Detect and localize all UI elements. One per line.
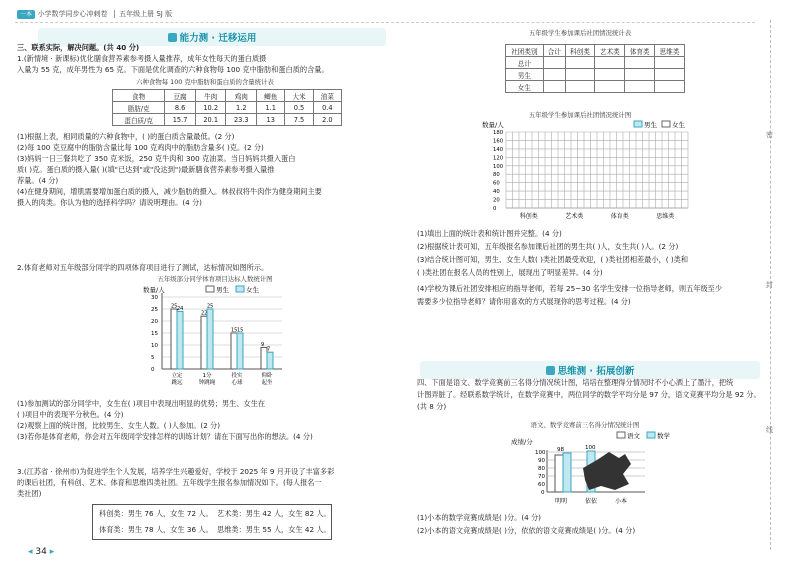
x-label: 小本 [615, 498, 628, 505]
y-tick: 60 [493, 180, 500, 187]
table-row [506, 69, 685, 81]
bar-value-label: 22 [201, 310, 208, 317]
s4-sub2: (2)小本的语文竞赛成绩是( )分，依依的语文竞赛成绩是( )分。(4 分) [417, 526, 636, 535]
y-tick: 20 [493, 197, 500, 204]
table-cell: 1.2 [226, 102, 257, 114]
table-cell: 2.0 [313, 114, 341, 126]
x-tick: 科创类 [519, 213, 538, 220]
table-cell: 20.1 [195, 114, 226, 126]
table-cell: 0.4 [313, 102, 341, 114]
grid-chart-ylabel: 数量/人 [482, 121, 504, 129]
box-row: 艺术类：男生 42 人，女生 82 人。 [217, 509, 331, 518]
header-divider [15, 22, 755, 23]
box-row: 体育类：男生 78 人，女生 36 人。 [99, 525, 213, 534]
x-tick: 投实 [231, 373, 243, 379]
legend-girls: 女生 [672, 121, 685, 129]
y-tick: 100 [493, 163, 504, 170]
legend-swatch-boys [634, 121, 642, 127]
r-sub2: (2)根据统计表可知，五年级报名参加课后社团的男生共( )人，女生共( )人。(2 分) [417, 242, 679, 251]
y-tick: 15 [151, 331, 158, 337]
table-cell: 脂肪/克 [113, 102, 165, 114]
q1-table-title: 六种食物每 100 克中脂肪和蛋白质的含量统计表 [136, 78, 274, 86]
x-label: 明明 [555, 498, 568, 505]
food-nutrition-table [112, 89, 342, 126]
club-grid-chart [480, 118, 700, 226]
y-tick: 80 [493, 172, 500, 179]
bar-girls [267, 352, 273, 369]
club-signup-box [92, 504, 332, 540]
table-row [506, 57, 685, 69]
contest-score-chart [505, 430, 685, 508]
table-cell: 7.5 [285, 114, 313, 126]
q1-line2: 入量为 55 克，成年男性为 65 克。下面是优化调查的六种食物每 100 克中脂肪和蛋白质的含量。 [17, 65, 329, 74]
legend-boys: 男生 [216, 286, 229, 294]
y-tick: 40 [493, 189, 500, 196]
bar-label: 98 [557, 447, 564, 453]
table-cell: 牛肉 [195, 90, 226, 102]
table-cell: 社团类别 [506, 45, 544, 57]
table-cell: 合计 [543, 45, 565, 57]
x-tick: 跳远 [171, 380, 183, 386]
bar-girls [207, 309, 213, 369]
sports-bar-chart [140, 283, 290, 395]
legend-swatch-boys [206, 286, 214, 292]
x-tick: 艺术类 [565, 213, 584, 220]
legend-swatch-girls [662, 121, 670, 127]
table-cell: 艺术类 [595, 45, 625, 57]
seal-mark: 线 [766, 426, 773, 434]
q1-sub4b: 摄入的肉类。你认为他的选择科学吗？请说明理由。(4 分) [17, 198, 202, 207]
q3-line1: 3.(江苏省 · 徐州市)为促进学生个人发展，培养学生兴趣爱好，学校于 2025 年 9 月开设了丰富多彩 [17, 467, 335, 476]
bar-label: 100 [585, 445, 596, 451]
table-cell: 13 [257, 114, 285, 126]
table-row [113, 102, 342, 114]
s4-line2: 计图弄脏了。经联系数学统计，在数学竞赛中，两位同学的数学平均分是 97 分，语文竞赛平均分是 92 分。 [417, 390, 761, 399]
q2-chart-title: 五年级部分同学体育项目达标人数统计图 [157, 275, 273, 283]
table-cell: 思维类 [655, 45, 685, 57]
bar-value-label: 24 [177, 305, 184, 312]
table-cell: 科创类 [565, 45, 595, 57]
q2-sub1: (1)参加测试的部分同学中，女生在( )项目中表现出明显的优势；男生、女生在 [17, 399, 266, 408]
table-cell: 油菜 [313, 90, 341, 102]
y-tick: 20 [151, 319, 158, 325]
legend-girls: 女生 [246, 286, 259, 294]
bar-boys [231, 333, 237, 369]
q2-sub3: (3)若你是体育老师，你会对五年级同学安排怎样的训练计划？请在下面写出你的想法。(4 分) [17, 432, 313, 441]
table-cell: 23.3 [226, 114, 257, 126]
x-label: 依依 [585, 498, 598, 505]
table-cell: 鲫鱼 [257, 90, 285, 102]
banner-thinking: 思维测 · 拓展创新 [420, 361, 760, 379]
y-tick: 70 [538, 474, 545, 480]
q2-sub1b: ( )项目中的表现平分秋色。(4 分) [17, 410, 124, 419]
page-header [17, 9, 172, 19]
bar-boys [201, 316, 207, 369]
seal-mark: 封 [766, 281, 773, 289]
x-tick: 1分 [202, 373, 212, 379]
bar-value-label: 9 [261, 341, 265, 348]
table-cell: 蛋白质/克 [113, 114, 165, 126]
s4-chart-title: 语文、数学竞赛前三名得分情况统计图 [530, 421, 640, 429]
table-row [113, 114, 342, 126]
club-table-title: 五年级学生参加课后社团情况统计表 [528, 29, 632, 37]
table-cell: 0.5 [285, 102, 313, 114]
s4-line3: (共 8 分) [417, 402, 447, 411]
table-cell: 食物 [113, 90, 165, 102]
y-tick: 160 [493, 138, 504, 145]
s4-sub1: (1)小本的数学竞赛成绩是( )分。(4 分) [417, 513, 541, 522]
x-tick: 仰卧 [261, 373, 273, 379]
bar-math-mingming [563, 453, 571, 492]
club-stats-table [505, 44, 685, 93]
q3-line3: 类社团) [17, 489, 42, 498]
y-tick: 60 [538, 482, 545, 488]
table-cell: 总计 [506, 57, 544, 69]
box-row: 科创类：男生 76 人，女生 72 人。 [99, 509, 213, 518]
y-tick: 25 [151, 307, 158, 313]
grade-label: 五年级上册 SJ 版 [114, 10, 172, 18]
y-tick: 140 [493, 146, 504, 153]
x-tick: 立定 [171, 373, 183, 379]
y-tick: 0 [151, 367, 155, 373]
pen-icon [546, 366, 555, 375]
table-cell: 豆腐 [165, 90, 196, 102]
table-cell: 1.1 [257, 102, 285, 114]
q1-sub2: (2)每 100 克豆腐中的脂肪含量比每 100 克鸡肉中的脂肪含量多( )克。(2 分) [17, 143, 264, 152]
bar-chinese-mingming [555, 455, 563, 492]
bar-value-label: 7 [267, 346, 271, 353]
y-tick: 0 [541, 490, 545, 496]
table-row [506, 81, 685, 93]
legend-math: 数学 [657, 432, 670, 440]
q3-line2: 的课后社团，有科创、艺术、体育和思维四类社团。五年级学生报名参加情况如下。(每人报名一 [17, 478, 322, 487]
bar-value-label: 25 [171, 303, 178, 310]
series-title: 小学数学同步心冲刺卷 [37, 10, 108, 18]
table-cell: 15.7 [165, 114, 196, 126]
x-tick: 心球 [231, 380, 243, 386]
r-sub4b: 需要多少位指导老师？请你用喜欢的方式展现你的思考过程。(4 分) [417, 297, 631, 306]
section3-heading: 三、联系实际，解决问题。(共 40 分) [17, 43, 140, 52]
y-tick: 80 [538, 466, 545, 472]
seal-mark: 密 [766, 131, 773, 139]
q1-sub3b: 质( )克。蛋白质的摄入量( )(填"已达到"或"没达到")最新膳食营养素参考摄入量推 [17, 165, 275, 174]
bar-girls [177, 311, 183, 369]
legend-chinese: 语文 [627, 432, 640, 440]
banner-ability: 能力测 · 迁移运用 [38, 28, 386, 46]
x-tick: 起坐 [261, 380, 273, 386]
y-tick: 10 [151, 343, 158, 349]
series-tag: 一本 [17, 10, 35, 19]
x-tick: 体育类 [610, 213, 629, 220]
chart-ylabel: 成绩/分 [511, 438, 533, 446]
table-cell: 体育类 [625, 45, 655, 57]
y-tick: 180 [493, 130, 504, 136]
club-chart-title: 五年级学生参加课后社团情况统计图 [528, 111, 632, 119]
table-cell: 大米 [285, 90, 313, 102]
q1-sub1: (1)根据上表，相同质量的六种食物中，( )的蛋白质含量最低。(2 分) [17, 132, 235, 141]
q1-sub4: (4)在健身期间，增肌需要增加蛋白质的摄入，减少脂肪的摄入。林叔叔将牛肉作为健身期间主要 [17, 187, 322, 196]
table-cell: 男生 [506, 69, 544, 81]
chart-ylabel: 数量/人 [143, 286, 165, 294]
table-cell: 女生 [506, 81, 544, 93]
table-cell: 鸡肉 [226, 90, 257, 102]
q1-sub3: (3)妈妈一日三餐共吃了 350 克米饭，250 克牛肉和 300 克油菜。当日妈妈共摄入蛋白 [17, 154, 296, 163]
legend-boys: 男生 [644, 121, 657, 129]
legend-swatch-girls [236, 286, 244, 292]
table-header-row [113, 90, 342, 102]
q1-line1: 1.(新情境 · 新课标)优化膳食营养素参考摄入量推荐，成年女性每天的蛋白质摄 [17, 54, 267, 63]
y-tick: 100 [535, 450, 546, 456]
page-number: ◂ 34 ▸ [28, 547, 55, 557]
pen-icon [168, 33, 177, 42]
table-header-row [506, 45, 685, 57]
bar-value-label: 15 [231, 327, 238, 334]
q1-sub3c: 荐量。(4 分) [17, 176, 59, 185]
x-tick: 思维类 [656, 213, 675, 220]
bar-girls [237, 333, 243, 369]
q2-sub2: (2)观察上面的统计图，比较男生、女生人数。( )人参加。(2 分) [17, 421, 221, 430]
r-sub4: (4)学校为课后社团安排相应的指导老师，若每 25~30 名学生安排一位指导老师，则五年级至少 [417, 284, 723, 293]
legend-swatch-math [647, 432, 655, 438]
x-tick: 钟跳绳 [198, 380, 216, 386]
bar-value-label: 25 [207, 303, 214, 310]
y-tick: 120 [493, 155, 504, 162]
bar-value-label: 15 [237, 327, 244, 334]
y-tick: 30 [151, 295, 158, 301]
r-sub1: (1)填出上面的统计表和统计图并完整。(4 分) [417, 229, 562, 238]
y-tick: 5 [151, 355, 155, 361]
q2-line: 2.体育老师对五年级部分同学的四项体育项目进行了测试，达标情况如图所示。 [17, 263, 269, 272]
r-sub3b: ( )类社团在报名人员的性别上，展现出了明显差异。(4 分) [417, 268, 603, 277]
box-row: 思维类：男生 55 人，女生 42 人。 [217, 525, 331, 534]
bar-boys [171, 309, 177, 369]
table-cell: 10.2 [195, 102, 226, 114]
y-tick: 90 [538, 458, 545, 464]
r-sub3: (3)结合统计图可知，男生、女生人数( )类社团最受欢迎，( )类社团相差最小，( )类和 [417, 255, 689, 264]
table-cell: 8.6 [165, 102, 196, 114]
legend-swatch-chinese [617, 432, 625, 438]
y-tick: 0 [493, 206, 497, 212]
s4-line1: 四、下面是语文、数学竞赛前三名得分情况统计图，培培在整理得分情况时不小心洒上了墨汁，把统 [417, 378, 734, 387]
